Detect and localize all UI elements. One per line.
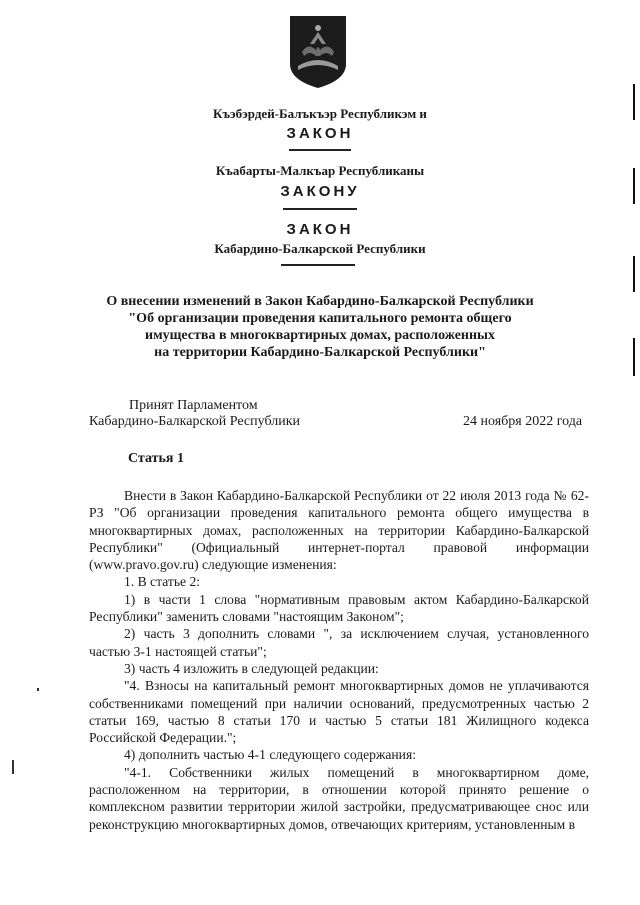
title-line: О внесении изменений в Закон Кабардино-Балкарской Республики [106,294,534,309]
body-paragraph: 2) часть 3 дополнить словами ", за исключением случая, установленного частью 3-1 настоящей статьи"; [89,626,589,659]
scan-artifact [12,760,14,774]
body-paragraph: "4. Взносы на капитальный ремонт многоквартирных домов не уплачиваются собственниками помещений при наличии оснований, предусмотренных частью 2 статьи 169, частью 8 статьи 170 и частью 5 статьи 181 Жилищного кодекса Российской Федерации."; [89,678,589,746]
scan-artifact [37,688,39,691]
kbr-republic-line: Къэбэрдей-Балъкъэр Республикэм и [213,106,427,121]
header-divider [283,208,357,210]
ru-republic-line: Кабардино-Балкарской Республики [214,241,426,256]
title-line: имущества в многоквартирных домах, расположенных [145,328,495,343]
body-paragraph: 1) в части 1 слова "нормативным правовым актом Кабардино-Балкарской Республики" заменить словами "настоящим Законом"; [89,591,589,625]
adoption-date: 24 ноября 2022 года [463,414,583,429]
title-line: "Об организации проведения капитального ремонта общего [128,311,512,326]
coat-of-arms-emblem [288,14,348,90]
article-body [89,487,589,833]
article-heading: Статья 1 [128,451,184,466]
km-law-word: ЗАКОНУ [280,183,360,200]
body-paragraph: Внести в Закон Кабардино-Балкарской Республики от 22 июля 2013 года № 62-РЗ "Об организации проведения капитального ремонта общего имущества в многоквартирных домах, расположенных на территории Кабардино-Балкарской Республики" (Официальный интернет-портал правовой информации (www.pravo.gov.ru) следующие изменения: [89,488,589,573]
title-line: на территории Кабардино-Балкарской Республики" [154,345,486,360]
header-divider [281,264,355,266]
body-paragraph: "4-1. Собственники жилых помещений в многоквартирном доме, расположенном на территории, в отношении которой принято решение о комплексном развитии территории жилой застройки, предусматривающее снос или реконструкцию многоквартирных домов, отвечающих критериям, установленным в [89,764,589,832]
scan-artifact [633,256,635,292]
body-paragraph: 3) часть 4 изложить в следующей редакции: [124,660,379,676]
kbr-law-word: ЗАКОН [286,125,354,142]
document-title [70,293,570,361]
scan-artifact [633,84,635,120]
header-divider [289,149,351,151]
body-paragraph: 1. В статье 2: [124,574,201,590]
scan-artifact [633,168,635,204]
scan-artifact [633,338,635,376]
adopted-by: Принят Парламентом [129,398,258,413]
km-republic-line: Къабарты-Малкъар Республиканы [215,163,425,178]
adopted-by-parliament: Кабардино-Балкарской Республики [89,414,300,429]
body-paragraph: 4) дополнить частью 4-1 следующего содержания: [124,747,416,763]
ru-law-word: ЗАКОН [286,221,354,238]
